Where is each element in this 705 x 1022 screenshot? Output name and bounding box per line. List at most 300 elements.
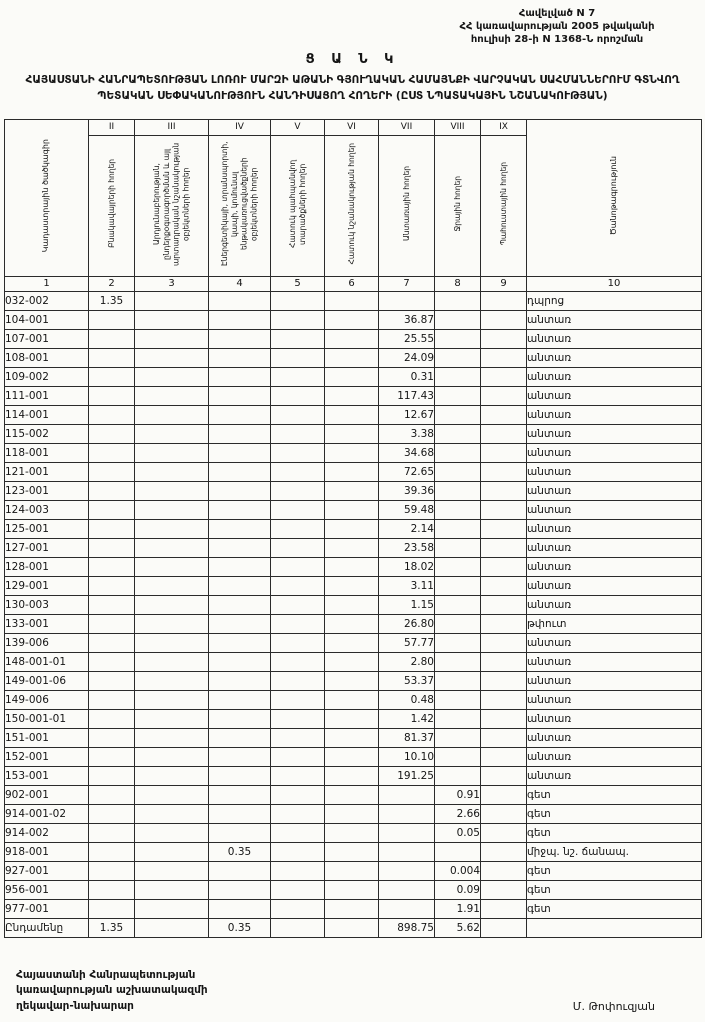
area-value-cell [325, 614, 379, 633]
area-value-cell [89, 595, 135, 614]
area-value-cell [481, 500, 527, 519]
area-value-cell: 18.02 [379, 557, 435, 576]
header-protected-lands: Հատուկ պահպանվող տարածքների հողեր [271, 135, 325, 276]
area-value-cell [481, 519, 527, 538]
area-value-cell: 0.48 [379, 690, 435, 709]
area-value-cell [435, 329, 481, 348]
area-value-cell [209, 291, 271, 310]
area-value-cell [481, 443, 527, 462]
area-value-cell [209, 538, 271, 557]
area-value-cell [89, 424, 135, 443]
column-number-row [5, 276, 702, 291]
cadastral-code-cell: 129-001 [5, 576, 89, 595]
area-value-cell [325, 386, 379, 405]
area-value-cell [209, 747, 271, 766]
area-value-cell [435, 291, 481, 310]
cadastral-code-cell: 150-001-01 [5, 709, 89, 728]
roman-numeral-row [5, 119, 702, 135]
cadastral-code-cell: 151-001 [5, 728, 89, 747]
area-value-cell [135, 766, 209, 785]
note-cell: միջպ. նշ. ճանապ. [527, 842, 702, 861]
area-value-cell [481, 823, 527, 842]
area-value-cell [325, 728, 379, 747]
area-value-cell [325, 329, 379, 348]
area-value-cell [89, 614, 135, 633]
cadastral-code-cell: 148-001-01 [5, 652, 89, 671]
area-value-cell [481, 709, 527, 728]
area-value-cell [481, 633, 527, 652]
area-value-cell [325, 785, 379, 804]
area-value-cell [271, 842, 325, 861]
note-cell: թփուտ [527, 614, 702, 633]
column-number: 3 [135, 276, 209, 291]
area-value-cell [325, 367, 379, 386]
cadastral-code-cell: 956-001 [5, 880, 89, 899]
area-value-cell [209, 595, 271, 614]
area-value-cell [435, 386, 481, 405]
area-value-cell [325, 633, 379, 652]
area-value-cell [481, 785, 527, 804]
table-row [5, 633, 702, 652]
roman-col-3: III [135, 119, 209, 135]
cadastral-code-cell: 149-001-06 [5, 671, 89, 690]
note-cell: անտառ [527, 367, 702, 386]
area-value-cell [481, 348, 527, 367]
area-value-cell [135, 329, 209, 348]
note-cell: անտառ [527, 633, 702, 652]
note-cell: անտառ [527, 519, 702, 538]
area-value-cell [89, 823, 135, 842]
column-number: 4 [209, 276, 271, 291]
total-value-cell [135, 918, 209, 937]
total-note-cell [527, 918, 702, 937]
area-value-cell [435, 614, 481, 633]
header-cadastral-code [5, 119, 89, 276]
area-value-cell [271, 595, 325, 614]
appendix-block [427, 7, 687, 46]
note-cell: դպրոց [527, 291, 702, 310]
area-value-cell [435, 690, 481, 709]
area-value-cell: 0.91 [435, 785, 481, 804]
area-value-cell [325, 538, 379, 557]
area-value-cell [325, 405, 379, 424]
area-value-cell [271, 348, 325, 367]
area-value-cell [435, 462, 481, 481]
table-row [5, 519, 702, 538]
area-value-cell [271, 614, 325, 633]
table-row [5, 804, 702, 823]
area-value-cell [135, 614, 209, 633]
table-row [5, 557, 702, 576]
area-value-cell [271, 291, 325, 310]
area-value-cell [481, 804, 527, 823]
note-cell: գետ [527, 785, 702, 804]
area-value-cell: 1.91 [435, 899, 481, 918]
header-special-lands: Հատուկ նշանակության հողեր [325, 135, 379, 276]
area-value-cell [209, 519, 271, 538]
note-cell: անտառ [527, 766, 702, 785]
area-value-cell [271, 386, 325, 405]
area-value-cell [89, 861, 135, 880]
area-value-cell [481, 424, 527, 443]
table-row [5, 766, 702, 785]
note-cell: անտառ [527, 747, 702, 766]
page-title: Ց Ա Ն Կ [305, 52, 400, 67]
area-value-cell [271, 766, 325, 785]
area-value-cell [89, 880, 135, 899]
note-cell: գետ [527, 861, 702, 880]
cadastral-code-cell: 914-002 [5, 823, 89, 842]
area-value-cell [435, 633, 481, 652]
area-value-cell [481, 576, 527, 595]
appendix-line-2: ՀՀ կառավարության 2005 թվականի [459, 21, 655, 32]
note-cell: անտառ [527, 348, 702, 367]
total-row [5, 918, 702, 937]
area-value-cell [379, 842, 435, 861]
roman-col-9: IX [481, 119, 527, 135]
area-value-cell [271, 804, 325, 823]
area-value-cell [89, 481, 135, 500]
area-value-cell [379, 880, 435, 899]
area-value-cell [89, 766, 135, 785]
area-value-cell [271, 443, 325, 462]
total-value-cell: 0.35 [209, 918, 271, 937]
area-value-cell [271, 652, 325, 671]
column-number: 2 [89, 276, 135, 291]
area-value-cell [481, 880, 527, 899]
area-value-cell [325, 690, 379, 709]
land-table [4, 119, 702, 938]
area-value-cell [135, 557, 209, 576]
roman-col-7: VII [379, 119, 435, 135]
cadastral-code-cell: 032-002 [5, 291, 89, 310]
document-footer [4, 968, 701, 1015]
cadastral-code-cell: 914-001-02 [5, 804, 89, 823]
header-reserve-lands: Պահուստային հողեր [481, 135, 527, 276]
area-value-cell [135, 747, 209, 766]
note-cell: գետ [527, 804, 702, 823]
area-value-cell [271, 728, 325, 747]
note-cell: անտառ [527, 709, 702, 728]
area-value-cell [325, 899, 379, 918]
area-value-cell [89, 671, 135, 690]
area-value-cell [271, 880, 325, 899]
area-value-cell [481, 671, 527, 690]
area-value-cell: 0.35 [209, 842, 271, 861]
area-value-cell [89, 462, 135, 481]
total-value-cell: 1.35 [89, 918, 135, 937]
cadastral-code-cell: 124-003 [5, 500, 89, 519]
area-value-cell [481, 462, 527, 481]
area-value-cell [435, 481, 481, 500]
cadastral-code-cell: 107-001 [5, 329, 89, 348]
table-row [5, 329, 702, 348]
note-cell: անտառ [527, 386, 702, 405]
note-cell: գետ [527, 899, 702, 918]
table-row [5, 861, 702, 880]
appendix-line-1: Հավելված N 7 [518, 8, 596, 19]
area-value-cell [481, 766, 527, 785]
area-value-cell [481, 652, 527, 671]
area-value-cell [271, 310, 325, 329]
area-value-cell [325, 842, 379, 861]
area-value-cell: 2.14 [379, 519, 435, 538]
area-value-cell [209, 671, 271, 690]
area-value-cell [209, 386, 271, 405]
signatory-title-line-1: Հայաստանի Հանրապետության [16, 968, 196, 981]
area-value-cell [135, 310, 209, 329]
table-row [5, 367, 702, 386]
area-value-cell [209, 614, 271, 633]
area-value-cell [325, 424, 379, 443]
cadastral-code-cell: 114-001 [5, 405, 89, 424]
area-value-cell [435, 766, 481, 785]
area-value-cell [89, 538, 135, 557]
roman-col-2: II [89, 119, 135, 135]
area-value-cell: 39.36 [379, 481, 435, 500]
area-value-cell [209, 348, 271, 367]
area-value-cell: 26.80 [379, 614, 435, 633]
area-value-cell: 81.37 [379, 728, 435, 747]
area-value-cell: 53.37 [379, 671, 435, 690]
header-industrial-lands: Արդյունաբերության, ընդերքօգտագործման և այլ արտադրական նշանակության օբյեկտների հողեր [135, 135, 209, 276]
area-value-cell: 1.42 [379, 709, 435, 728]
area-value-cell [89, 348, 135, 367]
column-number: 5 [271, 276, 325, 291]
area-value-cell [481, 557, 527, 576]
table-row [5, 709, 702, 728]
area-value-cell [435, 671, 481, 690]
area-value-cell [89, 899, 135, 918]
area-value-cell [481, 310, 527, 329]
note-cell: անտառ [527, 500, 702, 519]
area-value-cell [481, 386, 527, 405]
area-value-cell [135, 367, 209, 386]
note-cell: գետ [527, 880, 702, 899]
signatory-title-block [16, 968, 208, 1015]
area-value-cell [209, 405, 271, 424]
area-value-cell [379, 291, 435, 310]
area-value-cell: 10.10 [379, 747, 435, 766]
area-value-cell [89, 747, 135, 766]
area-value-cell [209, 690, 271, 709]
area-value-cell [325, 880, 379, 899]
area-value-cell [271, 823, 325, 842]
note-cell: անտառ [527, 576, 702, 595]
area-value-cell [325, 576, 379, 595]
area-value-cell [435, 595, 481, 614]
roman-col-6: VI [325, 119, 379, 135]
area-value-cell [481, 747, 527, 766]
area-value-cell [135, 728, 209, 747]
area-value-cell [135, 899, 209, 918]
area-value-cell [271, 899, 325, 918]
area-value-cell [379, 804, 435, 823]
area-value-cell [325, 557, 379, 576]
area-value-cell [209, 424, 271, 443]
roman-col-4: IV [209, 119, 271, 135]
area-value-cell [325, 671, 379, 690]
table-row [5, 823, 702, 842]
table-row [5, 538, 702, 557]
total-value-cell [481, 918, 527, 937]
page-subtitle: ՀԱՅԱՍՏԱՆԻ ՀԱՆՐԱՊԵՏՈՒԹՅԱՆ ԼՈՌՈՒ ՄԱՐԶԻ ԱԹԱՆԻ ԳՅՈՒՂԱԿԱՆ ՀԱՄԱՅՆՔԻ ՎԱՐՉԱԿԱՆ ՍԱՀՄԱՆՆԵՐՈՒՄ ԳՏՆՎՈՂ ՊԵՏԱԿԱՆ ՍԵՓԱԿԱՆՈՒԹՅՈՒՆ ՀԱՆԴԻՍԱՑՈՂ ՀՈՂԵՐԻ (ԸՍՏ ՆՊԱՏԱԿԱՅԻՆ ՆՇԱՆԱԿՈՒԹՅԱՆ) [25, 74, 680, 103]
area-value-cell [209, 709, 271, 728]
area-value-cell [89, 557, 135, 576]
table-row [5, 310, 702, 329]
area-value-cell [89, 367, 135, 386]
cadastral-code-cell: 125-001 [5, 519, 89, 538]
note-cell: անտառ [527, 652, 702, 671]
area-value-cell [325, 861, 379, 880]
area-value-cell [325, 747, 379, 766]
area-value-cell [135, 861, 209, 880]
cadastral-code-cell: 121-001 [5, 462, 89, 481]
table-row [5, 443, 702, 462]
area-value-cell: 34.68 [379, 443, 435, 462]
area-value-cell [435, 842, 481, 861]
area-value-cell [135, 823, 209, 842]
area-value-cell: 57.77 [379, 633, 435, 652]
area-value-cell [481, 291, 527, 310]
area-value-cell: 3.11 [379, 576, 435, 595]
area-value-cell [135, 709, 209, 728]
column-number: 8 [435, 276, 481, 291]
signatory-title-line-3: ղեկավար-նախարար [16, 1000, 134, 1013]
area-value-cell [435, 367, 481, 386]
area-value-cell [89, 785, 135, 804]
signatory-name: Մ. Թոփուզյան [572, 999, 655, 1013]
area-value-cell [435, 652, 481, 671]
appendix-line-3: հուլիսի 28-ի N 1368-Ն որոշման [470, 34, 644, 45]
area-value-cell [135, 443, 209, 462]
area-value-cell [89, 500, 135, 519]
area-value-cell [209, 652, 271, 671]
column-number: 10 [527, 276, 702, 291]
area-value-cell [135, 576, 209, 595]
area-value-cell [435, 519, 481, 538]
cadastral-code-cell: 152-001 [5, 747, 89, 766]
area-value-cell [209, 329, 271, 348]
table-body [5, 291, 702, 918]
area-value-cell [481, 595, 527, 614]
area-value-cell [89, 386, 135, 405]
area-value-cell [379, 823, 435, 842]
area-value-cell [379, 785, 435, 804]
header-forest-lands: Անտառային հողեր [379, 135, 435, 276]
note-cell: անտառ [527, 443, 702, 462]
area-value-cell [435, 747, 481, 766]
area-value-cell [89, 709, 135, 728]
column-number: 9 [481, 276, 527, 291]
cadastral-code-cell: 123-001 [5, 481, 89, 500]
area-value-cell [481, 861, 527, 880]
area-value-cell [135, 690, 209, 709]
area-value-cell [271, 709, 325, 728]
note-cell: անտառ [527, 557, 702, 576]
cadastral-code-cell: 977-001 [5, 899, 89, 918]
table-row [5, 690, 702, 709]
column-number: 1 [5, 276, 89, 291]
area-value-cell [481, 842, 527, 861]
cadastral-code-cell: 109-002 [5, 367, 89, 386]
area-value-cell [271, 462, 325, 481]
area-value-cell: 191.25 [379, 766, 435, 785]
table-row [5, 576, 702, 595]
area-value-cell [435, 348, 481, 367]
area-value-cell [209, 880, 271, 899]
cadastral-code-cell: 128-001 [5, 557, 89, 576]
area-value-cell: 72.65 [379, 462, 435, 481]
area-value-cell [379, 861, 435, 880]
area-value-cell [135, 880, 209, 899]
area-value-cell: 0.31 [379, 367, 435, 386]
table-row [5, 500, 702, 519]
note-cell: անտառ [527, 424, 702, 443]
area-value-cell [89, 576, 135, 595]
area-value-cell: 2.80 [379, 652, 435, 671]
area-value-cell [209, 728, 271, 747]
area-value-cell [325, 462, 379, 481]
header-residential-lands: Բնակավայրերի հողեր [89, 135, 135, 276]
area-value-cell: 0.004 [435, 861, 481, 880]
table-row [5, 671, 702, 690]
area-value-cell [271, 633, 325, 652]
area-value-cell [271, 557, 325, 576]
cadastral-code-cell: 149-006 [5, 690, 89, 709]
cadastral-code-cell: 115-002 [5, 424, 89, 443]
total-value-cell [271, 918, 325, 937]
area-value-cell [271, 671, 325, 690]
cadastral-code-cell: 153-001 [5, 766, 89, 785]
area-value-cell [325, 804, 379, 823]
area-value-cell [271, 500, 325, 519]
area-value-cell [325, 481, 379, 500]
column-number: 6 [325, 276, 379, 291]
area-value-cell [271, 424, 325, 443]
area-value-cell [271, 481, 325, 500]
header-water-lands: Ջրային հողեր [435, 135, 481, 276]
area-value-cell [435, 424, 481, 443]
cadastral-code-cell: 918-001 [5, 842, 89, 861]
area-value-cell [481, 367, 527, 386]
note-cell: անտառ [527, 481, 702, 500]
area-value-cell: 1.15 [379, 595, 435, 614]
table-row [5, 880, 702, 899]
roman-col-8: VIII [435, 119, 481, 135]
table-row [5, 462, 702, 481]
total-value-cell: 5.62 [435, 918, 481, 937]
area-value-cell: 59.48 [379, 500, 435, 519]
cadastral-code-cell: 902-001 [5, 785, 89, 804]
area-value-cell: 24.09 [379, 348, 435, 367]
table-row [5, 291, 702, 310]
table-row [5, 348, 702, 367]
table-row [5, 652, 702, 671]
area-value-cell [481, 481, 527, 500]
header-note-label: Ծանոթագրություն [608, 156, 618, 236]
area-value-cell [135, 500, 209, 519]
area-value-cell [209, 861, 271, 880]
area-value-cell [135, 595, 209, 614]
area-value-cell [209, 899, 271, 918]
area-value-cell [271, 538, 325, 557]
area-value-cell: 0.09 [435, 880, 481, 899]
area-value-cell [135, 804, 209, 823]
area-value-cell [435, 576, 481, 595]
area-value-cell [435, 500, 481, 519]
area-value-cell [481, 690, 527, 709]
